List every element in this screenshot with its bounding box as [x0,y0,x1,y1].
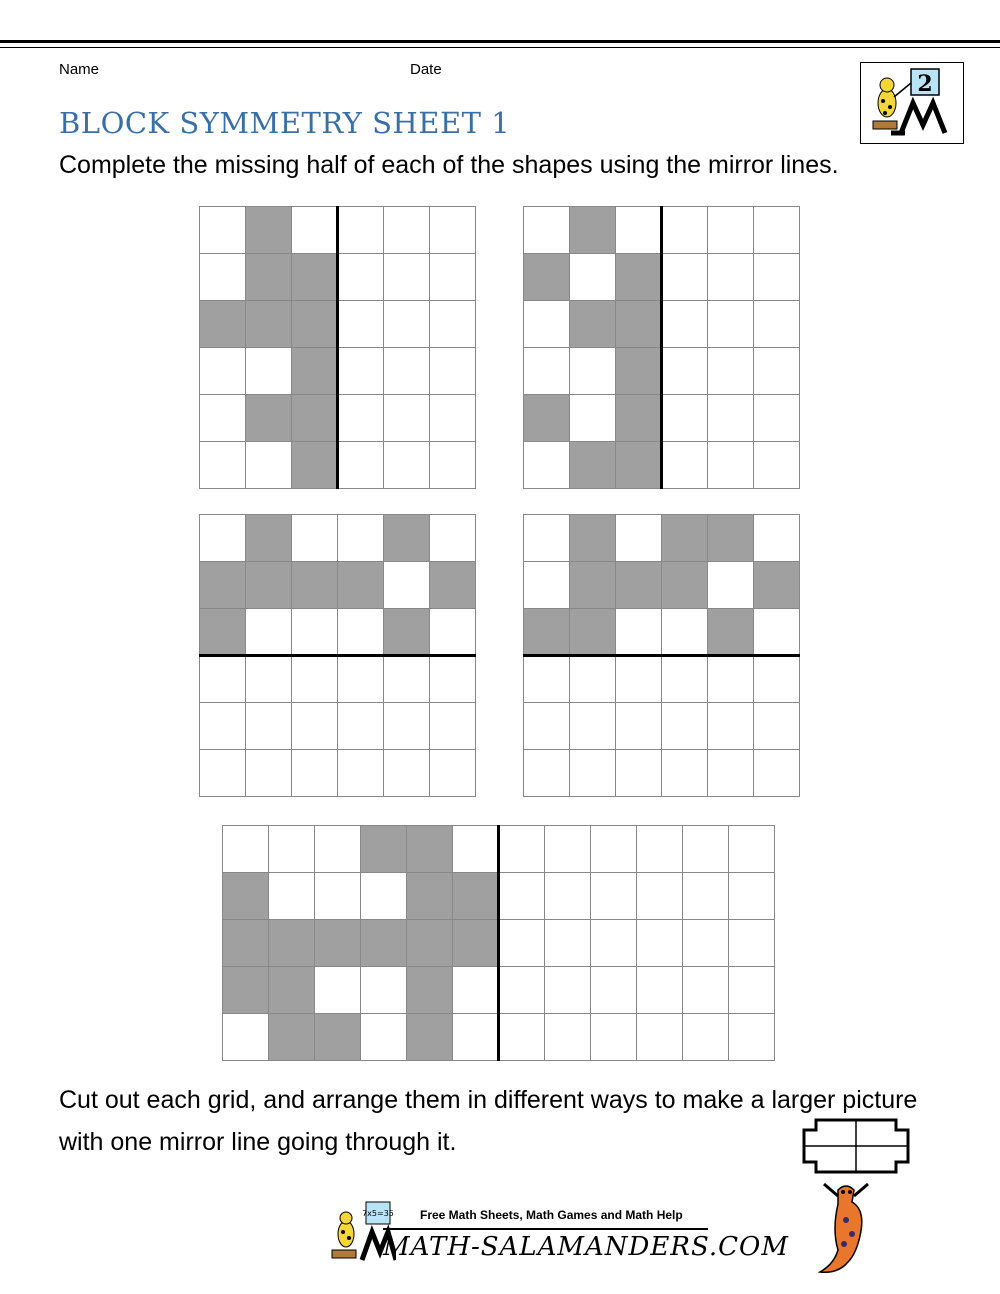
empty-cell[interactable] [430,609,476,656]
brand-tagline: Free Math Sheets, Math Games and Math Help [420,1208,683,1222]
shaded-cell[interactable] [223,920,269,967]
empty-cell[interactable] [200,348,246,395]
shaded-cell[interactable] [453,920,499,967]
shaded-cell[interactable] [269,920,315,967]
empty-cell[interactable] [430,442,476,489]
shaded-cell[interactable] [407,826,453,873]
empty-cell[interactable] [430,395,476,442]
empty-cell[interactable] [338,348,384,395]
footer-instructions: Cut out each grid, and arrange them in different ways to make a larger picture with one mirror line going through it. [59,1086,918,1156]
empty-cell[interactable] [545,967,591,1014]
shaded-cell[interactable] [223,873,269,920]
empty-cell[interactable] [729,826,775,873]
empty-cell[interactable] [662,395,708,442]
empty-cell[interactable] [453,1014,499,1061]
empty-cell[interactable] [246,442,292,489]
brand-divider [383,1228,708,1230]
empty-cell[interactable] [292,207,338,254]
shaded-cell[interactable] [269,967,315,1014]
empty-cell[interactable] [384,750,430,797]
empty-cell[interactable] [246,609,292,656]
empty-cell[interactable] [524,703,570,750]
shaded-cell[interactable] [754,562,800,609]
empty-cell[interactable] [708,562,754,609]
empty-cell[interactable] [708,442,754,489]
shaded-cell[interactable] [338,562,384,609]
empty-cell[interactable] [683,1014,729,1061]
shaded-cell[interactable] [407,1014,453,1061]
empty-cell[interactable] [338,656,384,703]
shaded-cell[interactable] [570,207,616,254]
shaded-cell[interactable] [570,442,616,489]
empty-cell[interactable] [200,750,246,797]
shaded-cell[interactable] [616,254,662,301]
mirror-line [523,654,800,657]
empty-cell[interactable] [570,656,616,703]
empty-cell[interactable] [430,207,476,254]
grade-badge-text: 2 [917,71,933,97]
empty-cell[interactable] [361,967,407,1014]
empty-cell[interactable] [616,750,662,797]
empty-cell[interactable] [708,207,754,254]
empty-cell[interactable] [754,442,800,489]
shaded-cell[interactable] [315,1014,361,1061]
empty-cell[interactable] [662,703,708,750]
empty-cell[interactable] [683,826,729,873]
grade-logo-icon [861,63,963,143]
shaded-cell[interactable] [570,609,616,656]
top-rule-thin [0,47,1000,48]
empty-cell[interactable] [200,395,246,442]
shaded-cell[interactable] [570,301,616,348]
empty-cell[interactable] [729,967,775,1014]
empty-cell[interactable] [708,656,754,703]
empty-cell[interactable] [453,967,499,1014]
shaded-cell[interactable] [315,920,361,967]
empty-cell[interactable] [754,348,800,395]
empty-cell[interactable] [729,920,775,967]
empty-cell[interactable] [662,609,708,656]
shaded-cell[interactable] [269,1014,315,1061]
empty-cell[interactable] [384,656,430,703]
instructions-text: Complete the missing half of each of the shapes using the mirror lines. [59,151,839,179]
empty-cell[interactable] [708,750,754,797]
shaded-cell[interactable] [292,348,338,395]
empty-cell[interactable] [246,348,292,395]
empty-cell[interactable] [200,703,246,750]
empty-cell[interactable] [570,703,616,750]
shaded-cell[interactable] [662,562,708,609]
brand-name: MATH-SALAMANDERS.COM [383,1232,789,1262]
empty-cell[interactable] [637,873,683,920]
empty-cell[interactable] [570,254,616,301]
empty-cell[interactable] [545,873,591,920]
page-title: BLOCK SYMMETRY SHEET 1 [59,106,511,140]
empty-cell[interactable] [430,656,476,703]
empty-cell[interactable] [384,254,430,301]
shaded-cell[interactable] [616,442,662,489]
shaded-cell[interactable] [246,515,292,562]
empty-cell[interactable] [524,442,570,489]
empty-cell[interactable] [683,873,729,920]
shaded-cell[interactable] [200,301,246,348]
empty-cell[interactable] [338,703,384,750]
empty-cell[interactable] [616,609,662,656]
shaded-cell[interactable] [524,254,570,301]
empty-cell[interactable] [430,301,476,348]
empty-cell[interactable] [200,515,246,562]
shaded-cell[interactable] [708,515,754,562]
empty-cell[interactable] [637,1014,683,1061]
mirror-line [660,206,663,489]
empty-cell[interactable] [545,826,591,873]
shaded-cell[interactable] [200,609,246,656]
empty-cell[interactable] [223,1014,269,1061]
arranged-shape-icon [800,1118,912,1174]
empty-cell[interactable] [430,703,476,750]
shaded-cell[interactable] [570,562,616,609]
shaded-cell[interactable] [292,254,338,301]
shaded-cell[interactable] [246,562,292,609]
empty-cell[interactable] [361,873,407,920]
empty-cell[interactable] [292,609,338,656]
empty-cell[interactable] [338,750,384,797]
shaded-cell[interactable] [292,442,338,489]
empty-cell[interactable] [315,967,361,1014]
shaded-cell[interactable] [384,609,430,656]
empty-cell[interactable] [384,301,430,348]
empty-cell[interactable] [524,348,570,395]
empty-cell[interactable] [570,348,616,395]
empty-cell[interactable] [200,254,246,301]
brand-badge-text: 7x5=35 [362,1209,394,1218]
empty-cell[interactable] [246,750,292,797]
empty-cell[interactable] [591,826,637,873]
empty-cell[interactable] [524,515,570,562]
empty-cell[interactable] [616,656,662,703]
empty-cell[interactable] [200,442,246,489]
empty-cell[interactable] [570,750,616,797]
shaded-cell[interactable] [246,301,292,348]
shaded-cell[interactable] [662,515,708,562]
empty-cell[interactable] [754,395,800,442]
empty-cell[interactable] [637,967,683,1014]
name-label: Name [59,61,100,78]
empty-cell[interactable] [754,301,800,348]
mirror-line [199,654,476,657]
empty-cell[interactable] [591,967,637,1014]
empty-cell[interactable] [754,254,800,301]
empty-cell[interactable] [591,873,637,920]
empty-cell[interactable] [430,515,476,562]
shaded-cell[interactable] [200,562,246,609]
empty-cell[interactable] [246,703,292,750]
shaded-cell[interactable] [361,826,407,873]
empty-cell[interactable] [384,395,430,442]
shaded-cell[interactable] [292,562,338,609]
empty-cell[interactable] [729,873,775,920]
empty-cell[interactable] [384,207,430,254]
empty-cell[interactable] [292,515,338,562]
shaded-cell[interactable] [524,609,570,656]
empty-cell[interactable] [754,750,800,797]
empty-cell[interactable] [616,515,662,562]
empty-cell[interactable] [200,656,246,703]
empty-cell[interactable] [683,920,729,967]
empty-cell[interactable] [754,609,800,656]
shaded-cell[interactable] [570,515,616,562]
date-label: Date [410,61,442,78]
empty-cell[interactable] [708,301,754,348]
empty-cell[interactable] [200,207,246,254]
shaded-cell[interactable] [361,920,407,967]
empty-cell[interactable] [338,207,384,254]
empty-cell[interactable] [662,442,708,489]
empty-cell[interactable] [708,703,754,750]
shaded-cell[interactable] [407,920,453,967]
empty-cell[interactable] [499,967,545,1014]
empty-cell[interactable] [591,1014,637,1061]
empty-cell[interactable] [662,656,708,703]
shaded-cell[interactable] [708,609,754,656]
shaded-cell[interactable] [246,254,292,301]
empty-cell[interactable] [754,207,800,254]
empty-cell[interactable] [616,207,662,254]
mirror-line [497,825,500,1061]
empty-cell[interactable] [384,562,430,609]
empty-cell[interactable] [246,656,292,703]
top-rule [0,40,1000,43]
shaded-cell[interactable] [430,562,476,609]
empty-cell[interactable] [524,562,570,609]
mirror-line [336,206,339,489]
empty-cell[interactable] [662,348,708,395]
empty-cell[interactable] [384,348,430,395]
empty-cell[interactable] [315,826,361,873]
shaded-cell[interactable] [453,873,499,920]
shaded-cell[interactable] [616,395,662,442]
empty-cell[interactable] [269,826,315,873]
empty-cell[interactable] [524,301,570,348]
empty-cell[interactable] [292,750,338,797]
empty-cell[interactable] [499,873,545,920]
empty-cell[interactable] [754,515,800,562]
empty-cell[interactable] [570,395,616,442]
shaded-cell[interactable] [524,395,570,442]
shaded-cell[interactable] [384,515,430,562]
empty-cell[interactable] [637,920,683,967]
shaded-cell[interactable] [292,395,338,442]
empty-cell[interactable] [591,920,637,967]
empty-cell[interactable] [292,703,338,750]
empty-cell[interactable] [662,750,708,797]
empty-cell[interactable] [729,1014,775,1061]
empty-cell[interactable] [708,395,754,442]
empty-cell[interactable] [545,920,591,967]
salamander-icon [808,1180,888,1280]
empty-cell[interactable] [338,442,384,489]
empty-cell[interactable] [499,826,545,873]
shaded-cell[interactable] [223,967,269,1014]
empty-cell[interactable] [708,348,754,395]
empty-cell[interactable] [338,254,384,301]
empty-cell[interactable] [662,207,708,254]
empty-cell[interactable] [524,750,570,797]
empty-cell[interactable] [453,826,499,873]
shaded-cell[interactable] [292,301,338,348]
empty-cell[interactable] [430,254,476,301]
empty-cell[interactable] [524,207,570,254]
shaded-cell[interactable] [246,207,292,254]
empty-cell[interactable] [338,395,384,442]
empty-cell[interactable] [524,656,570,703]
empty-cell[interactable] [430,348,476,395]
empty-cell[interactable] [430,750,476,797]
empty-cell[interactable] [338,515,384,562]
empty-cell[interactable] [683,967,729,1014]
empty-cell[interactable] [315,873,361,920]
empty-cell[interactable] [662,254,708,301]
shaded-cell[interactable] [407,967,453,1014]
empty-cell[interactable] [292,656,338,703]
empty-cell[interactable] [384,442,430,489]
empty-cell[interactable] [754,656,800,703]
empty-cell[interactable] [616,703,662,750]
empty-cell[interactable] [361,1014,407,1061]
shaded-cell[interactable] [407,873,453,920]
empty-cell[interactable] [338,609,384,656]
empty-cell[interactable] [338,301,384,348]
empty-cell[interactable] [223,826,269,873]
empty-cell[interactable] [545,1014,591,1061]
shaded-cell[interactable] [616,562,662,609]
shaded-cell[interactable] [616,348,662,395]
shaded-cell[interactable] [616,301,662,348]
empty-cell[interactable] [708,254,754,301]
empty-cell[interactable] [754,703,800,750]
empty-cell[interactable] [384,703,430,750]
empty-cell[interactable] [662,301,708,348]
grade-logo [860,62,964,144]
empty-cell[interactable] [499,1014,545,1061]
empty-cell[interactable] [499,920,545,967]
empty-cell[interactable] [269,873,315,920]
empty-cell[interactable] [637,826,683,873]
shaded-cell[interactable] [246,395,292,442]
